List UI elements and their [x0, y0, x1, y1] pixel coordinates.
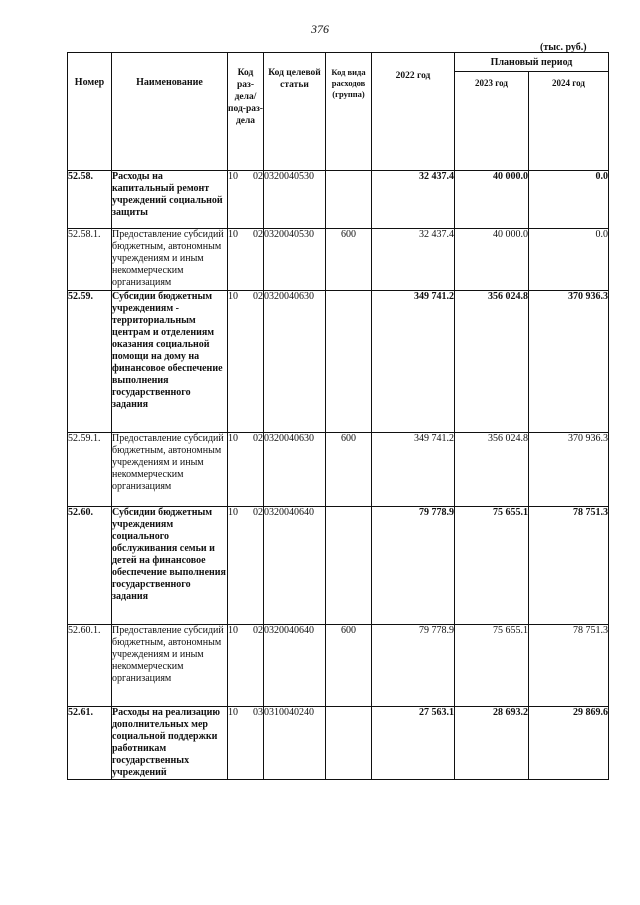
row-expense-type [326, 171, 372, 229]
row-amount-2023: 28 693.2 [455, 707, 529, 780]
row-amount-2024: 78 751.3 [529, 625, 609, 707]
row-name: Предоставление субсидий бюджетным, автономным учреждениям и иным некоммерческим организациям [112, 433, 228, 507]
row-expense-type: 600 [326, 625, 372, 707]
row-amount-2024: 78 751.3 [529, 507, 609, 625]
table-row [68, 291, 609, 433]
row-subsection: 03 [246, 707, 264, 780]
row-expense-type: 600 [326, 433, 372, 507]
row-section: 10 [228, 625, 246, 707]
row-amount-2024: 370 936.3 [529, 291, 609, 433]
row-expense-type: 600 [326, 229, 372, 291]
row-amount-2023: 40 000.0 [455, 171, 529, 229]
table-row [68, 433, 609, 507]
row-amount-2023: 356 024.8 [455, 291, 529, 433]
row-target-code: 0320040530 [264, 229, 326, 291]
row-number: 52.59.1. [68, 433, 112, 507]
row-amount-2022: 349 741.2 [372, 433, 455, 507]
row-expense-type [326, 291, 372, 433]
row-amount-2023: 75 655.1 [455, 507, 529, 625]
header-plan-period: Плановый период [455, 53, 609, 72]
row-number: 52.61. [68, 707, 112, 780]
row-amount-2024: 0.0 [529, 229, 609, 291]
header-section: Код раз-дела/ под-раз-дела [228, 53, 264, 171]
header-2024: 2024 год [529, 72, 609, 171]
table-row [68, 625, 609, 707]
row-name: Расходы на реализацию дополнительных мер социальной поддержки работникам государственных учреждений [112, 707, 228, 780]
page-number: 376 [311, 22, 329, 36]
row-subsection: 02 [246, 625, 264, 707]
row-amount-2022: 79 778.9 [372, 507, 455, 625]
row-section: 10 [228, 171, 246, 229]
table-row [68, 707, 609, 780]
row-section: 10 [228, 291, 246, 433]
header-number: Номер [68, 53, 112, 171]
row-number: 52.58.1. [68, 229, 112, 291]
row-subsection: 02 [246, 229, 264, 291]
row-amount-2022: 32 437.4 [372, 229, 455, 291]
row-number: 52.59. [68, 291, 112, 433]
row-subsection: 02 [246, 171, 264, 229]
row-name: Предоставление субсидий бюджетным, автономным учреждениям и иным некоммерческим организациям [112, 229, 228, 291]
row-amount-2022: 32 437.4 [372, 171, 455, 229]
row-amount-2022: 349 741.2 [372, 291, 455, 433]
header-2023: 2023 год [455, 72, 529, 171]
row-section: 10 [228, 507, 246, 625]
row-amount-2022: 79 778.9 [372, 625, 455, 707]
row-target-code: 0320040640 [264, 625, 326, 707]
table-header [68, 53, 609, 171]
table-row [68, 229, 609, 291]
row-name: Субсидии бюджетным учреждениям - территориальным центрам и отделениям оказания социальной помощи на дому на финансовое обеспечение выполнения государственного задания [112, 291, 228, 433]
row-amount-2024: 29 869.6 [529, 707, 609, 780]
table-body [68, 171, 609, 780]
row-number: 52.58. [68, 171, 112, 229]
row-amount-2023: 40 000.0 [455, 229, 529, 291]
row-amount-2023: 75 655.1 [455, 625, 529, 707]
row-amount-2022: 27 563.1 [372, 707, 455, 780]
row-target-code: 0320040630 [264, 291, 326, 433]
row-number: 52.60. [68, 507, 112, 625]
header-name: Наименование [112, 53, 228, 171]
table-row [68, 507, 609, 625]
row-target-code: 0310040240 [264, 707, 326, 780]
row-amount-2024: 0.0 [529, 171, 609, 229]
row-target-code: 0320040630 [264, 433, 326, 507]
row-amount-2023: 356 024.8 [455, 433, 529, 507]
row-section: 10 [228, 433, 246, 507]
row-target-code: 0320040530 [264, 171, 326, 229]
row-section: 10 [228, 707, 246, 780]
table-row [68, 171, 609, 229]
row-section: 10 [228, 229, 246, 291]
row-expense-type [326, 507, 372, 625]
row-name: Субсидии бюджетным учреждениям социального обслуживания семьи и детей на финансовое обеспечение выполнения государственного задания [112, 507, 228, 625]
row-subsection: 02 [246, 507, 264, 625]
header-expense-type: Код вида расходов (группа) [326, 53, 372, 171]
units-label: (тыс. руб.) [540, 42, 587, 53]
header-2022: 2022 год [372, 53, 455, 171]
budget-table [67, 52, 609, 780]
row-expense-type [326, 707, 372, 780]
row-name: Предоставление субсидий бюджетным, автономным учреждениям и иным некоммерческим организациям [112, 625, 228, 707]
row-name: Расходы на капитальный ремонт учреждений социальной защиты [112, 171, 228, 229]
row-subsection: 02 [246, 433, 264, 507]
row-subsection: 02 [246, 291, 264, 433]
header-target: Код целевой статьи [264, 53, 326, 171]
row-target-code: 0320040640 [264, 507, 326, 625]
row-amount-2024: 370 936.3 [529, 433, 609, 507]
row-number: 52.60.1. [68, 625, 112, 707]
